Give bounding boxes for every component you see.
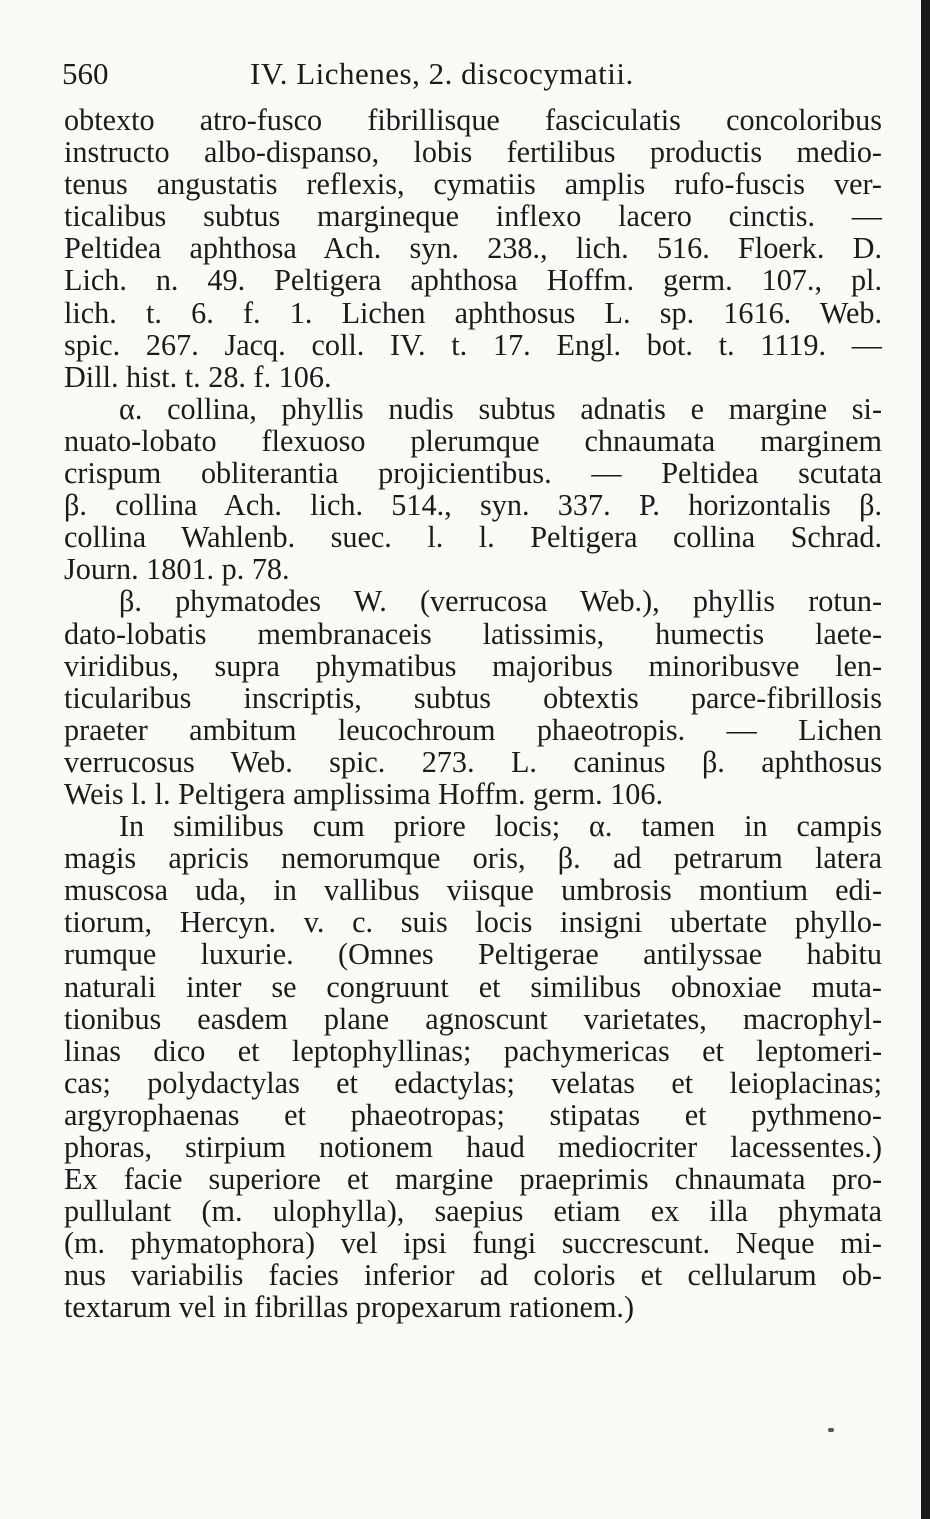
text-line: Weis l. l. Peltigera amplissima Hoffm. germ. 106. <box>64 776 663 811</box>
text-line: Journ. 1801. p. 78. <box>64 552 290 587</box>
page-number: 560 <box>62 56 109 91</box>
ink-speck <box>828 1428 834 1432</box>
text-line: nuato-lobato flexuoso plerumque chnaumata marginem <box>64 423 882 458</box>
text-line: β. phymatodes W. (verrucosa Web.), phyllis rotun- <box>119 584 882 619</box>
text-line: linas dico et leptophyllinas; pachymericas et leptomeri- <box>64 1033 882 1068</box>
text-line: rumque luxurie. (Omnes Peltigerae antilyssae habitu <box>64 937 882 972</box>
page-header <box>62 52 882 96</box>
text-line: β. collina Ach. lich. 514., syn. 337. P. horizontalis β. <box>64 488 882 523</box>
page-edge-shadow <box>921 0 930 1519</box>
text-line: Lich. n. 49. Peltigera aphthosa Hoffm. germ. 107., pl. <box>64 263 882 298</box>
text-line: verrucosus Web. spic. 273. L. caninus β. aphthosus <box>64 744 882 779</box>
text-line: α. collina, phyllis nudis subtus adnatis e margine si- <box>119 391 882 426</box>
text-line: textarum vel in fibrillas propexarum rationem.) <box>64 1290 635 1325</box>
text-line: pullulant (m. ulophylla), saepius etiam ex illa phymata <box>64 1194 882 1229</box>
text-line: tenus angustatis reflexis, cymatiis amplis rufo-fuscis ver- <box>64 167 882 202</box>
text-line: muscosa uda, in vallibus viisque umbrosis montium edi- <box>64 873 882 908</box>
text-line: In similibus cum priore locis; α. tamen in campis <box>119 809 882 844</box>
text-line: tionibus easdem plane agnoscunt varietates, macrophyl- <box>64 1001 882 1036</box>
text-line: cas; polydactylas et edactylas; velatas et leioplacinas; <box>64 1065 882 1100</box>
text-line: tiorum, Hercyn. v. c. suis locis insigni ubertate phyllo- <box>64 905 882 940</box>
text-line: dato-lobatis membranaceis latissimis, humectis laete- <box>64 616 882 651</box>
text-line: Peltidea aphthosa Ach. syn. 238., lich. 516. Floerk. D. <box>64 231 882 266</box>
body-text <box>64 104 882 1324</box>
running-title: IV. Lichenes, 2. discocymatii. <box>250 56 634 91</box>
text-line: nus variabilis facies inferior ad coloris et cellularum ob- <box>64 1258 882 1293</box>
text-line: obtexto atro-fusco fibrillisque fasciculatis concoloribus <box>64 103 882 137</box>
text-line: ticularibus inscriptis, subtus obtextis parce-fibrillosis <box>64 680 882 715</box>
text-line: phoras, stirpium notionem haud mediocriter lacessentes.) <box>64 1130 882 1164</box>
text-line: argyrophaenas et phaeotropas; stipatas et pythmeno- <box>64 1097 882 1132</box>
text-line: Ex facie superiore et margine praeprimis chnaumata pro- <box>64 1162 882 1197</box>
text-line: Dill. hist. t. 28. f. 106. <box>64 359 332 394</box>
text-line: spic. 267. Jacq. coll. IV. t. 17. Engl. bot. t. 1119. — <box>64 327 882 362</box>
text-line: magis apricis nemorumque oris, β. ad petrarum latera <box>64 841 882 876</box>
text-line: viridibus, supra phymatibus majoribus minoribusve len- <box>64 648 882 683</box>
text-line: (m. phymatophora) vel ipsi fungi succrescunt. Neque mi- <box>64 1226 882 1261</box>
text-line: lich. t. 6. f. 1. Lichen aphthosus L. sp. 1616. Web. <box>64 295 882 330</box>
text-line: crispum obliterantia projicientibus. — Peltidea scutata <box>64 456 882 491</box>
text-line: instructo albo-dispanso, lobis fertilibus productis medio- <box>64 135 882 170</box>
text-line: ticalibus subtus margineque inflexo lacero cinctis. — <box>64 199 882 234</box>
text-line: collina Wahlenb. suec. l. l. Peltigera collina Schrad. <box>64 520 882 555</box>
text-line: praeter ambitum leucochroum phaeotropis. — Lichen <box>64 712 882 747</box>
text-line: naturali inter se congruunt et similibus obnoxiae muta- <box>64 969 882 1004</box>
